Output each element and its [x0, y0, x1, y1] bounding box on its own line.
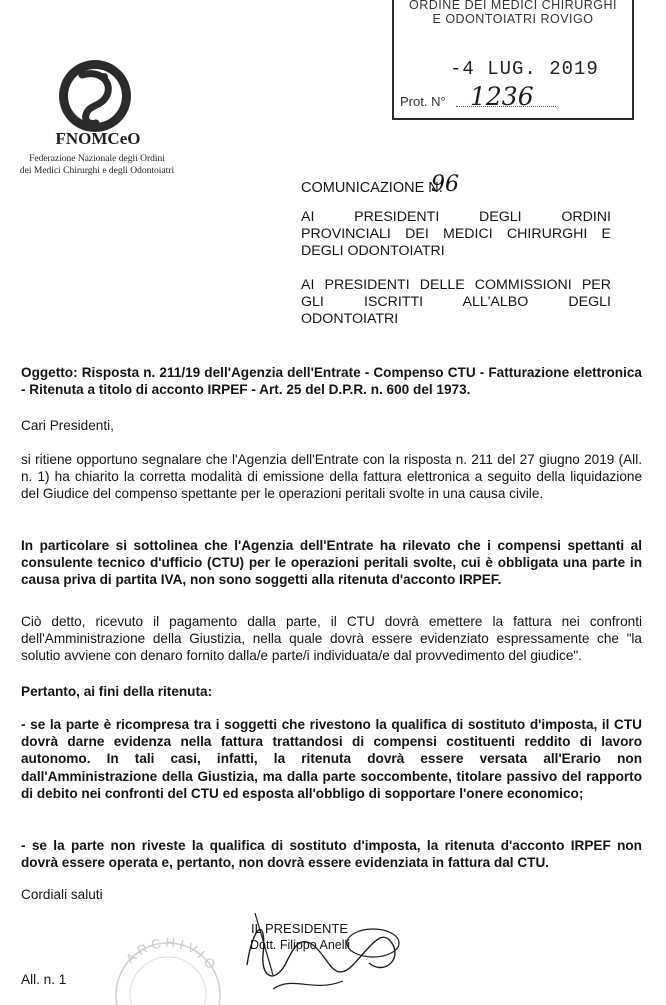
subject-line: Oggetto: Risposta n. 211/19 dell'Agenzia dell'Entrate - Compenso CTU - Fatturazione elettronica - Ritenuta a titolo di acconto IRPEF - Art. 25 del D.P.R. n. 600 del 1973.: [21, 365, 642, 398]
logo-name: FNOMCeO: [55, 129, 141, 148]
attachment-note: All. n. 1: [21, 972, 67, 987]
paragraph-2: In particolare si sottolinea che l'Agenzia dell'Entrate ha rilevato che i compensi spettanti al consulente tecnico d'ufficio (CTU) per le operazioni peritali svolte, cui è obbligata una parte in causa priva di partita IVA, non sono soggetti alla ritenuta d'acconto IRPEF.: [21, 538, 642, 588]
signature-name: Dott. Filippo Anelli: [250, 938, 351, 952]
fnomceo-logo-icon: [54, 55, 136, 137]
stamp-protocol-number: 1236: [470, 82, 534, 111]
greeting: Cari Presidenti,: [21, 418, 114, 433]
logo-subtitle-line2: dei Medici Chirurghi e degli Odontoiatri: [19, 166, 175, 176]
stamp-org-line2: E ODONTOIATRI ROVIGO: [432, 12, 594, 26]
archive-seal-icon: [100, 915, 230, 1005]
logo-subtitle: [14, 153, 180, 177]
addressee-1-line2: PROVINCIALI DEI MEDICI CHIRURGHI E: [301, 226, 611, 242]
stamp-date: -4 LUG. 2019: [450, 58, 599, 80]
stamp-protocol-label: Prot. N°: [400, 94, 446, 109]
addressee-2-line3: ODONTOIATRI: [301, 311, 399, 327]
closing-greeting: Cordiali saluti: [21, 887, 103, 902]
seal-text: ARCHIVIO: [122, 934, 222, 975]
svg-text:ARCHIVIO: [123, 935, 221, 975]
comunicazione-number: 96: [431, 172, 459, 197]
addressee-1-line1: AI PRESIDENTI DEGLI ORDINI: [301, 209, 611, 225]
stamp-org-line1: ORDINE DEI MEDICI CHIRURGHI: [409, 0, 617, 12]
paragraph-5: - se la parte è ricompresa tra i soggetti che rivestono la qualifica di sostituto d'imposta, il CTU dovrà darne evidenza nella fattura trattandosi di compensi costituenti reddito di lavoro autonomo. In tali casi, infatti, la ritenuta dovrà essere versata all'Erario non dall'Amministrazione della Giustizia, ma dalla parte soccombente, titolare passivo del rapporto di debito nei confronti del CTU ed esposta all'obbligo di sopportare l'onere economico;: [21, 717, 642, 801]
addressee-2-line2: GLI ISCRITTI ALL'ALBO DEGLI: [301, 294, 611, 310]
paragraph-1: si ritiene opportuno segnalare che l'Agenzia dell'Entrate con la risposta n. 211 del 27 giugno 2019 (All. n. 1) ha chiarito la corretta modalità di emissione della fattura elettronica a seguito della liquidazione del Giudice del compenso spettante per le operazioni peritali svolte in una causa civile.: [21, 452, 642, 502]
addressee-block-2: [301, 277, 611, 328]
addressee-1-line3: DEGLI ODONTOIATRI: [301, 243, 445, 259]
paragraph-3: Ciò detto, ricevuto il pagamento dalla parte, il CTU dovrà emettere la fattura nei confronti dell'Amministrazione della Giustizia, nella quale dovrà essere evidenziato espressamente che "la solutio avviene con denaro fornito dalla/e parte/i individuata/e dal provvedimento del giudice".: [21, 614, 642, 664]
logo-subtitle-line1: Federazione Nazionale degli Ordini: [29, 154, 165, 164]
comunicazione-label: COMUNICAZIONE N.: [301, 180, 443, 196]
addressee-2-line1: AI PRESIDENTI DELLE COMMISSIONI PER: [301, 277, 611, 293]
paragraph-6: - se la parte non riveste la qualifica di sostituto d'imposta, la ritenuta d'acconto IRPEF non dovrà essere operata e, pertanto, non dovrà essere evidenziata in fattura dal CTU.: [21, 838, 642, 871]
signature-title: IL PRESIDENTE: [251, 921, 349, 936]
protocol-stamp: [392, 0, 634, 120]
paragraph-4: Pertanto, ai fini della ritenuta:: [21, 684, 213, 699]
addressee-block-1: [301, 209, 611, 260]
